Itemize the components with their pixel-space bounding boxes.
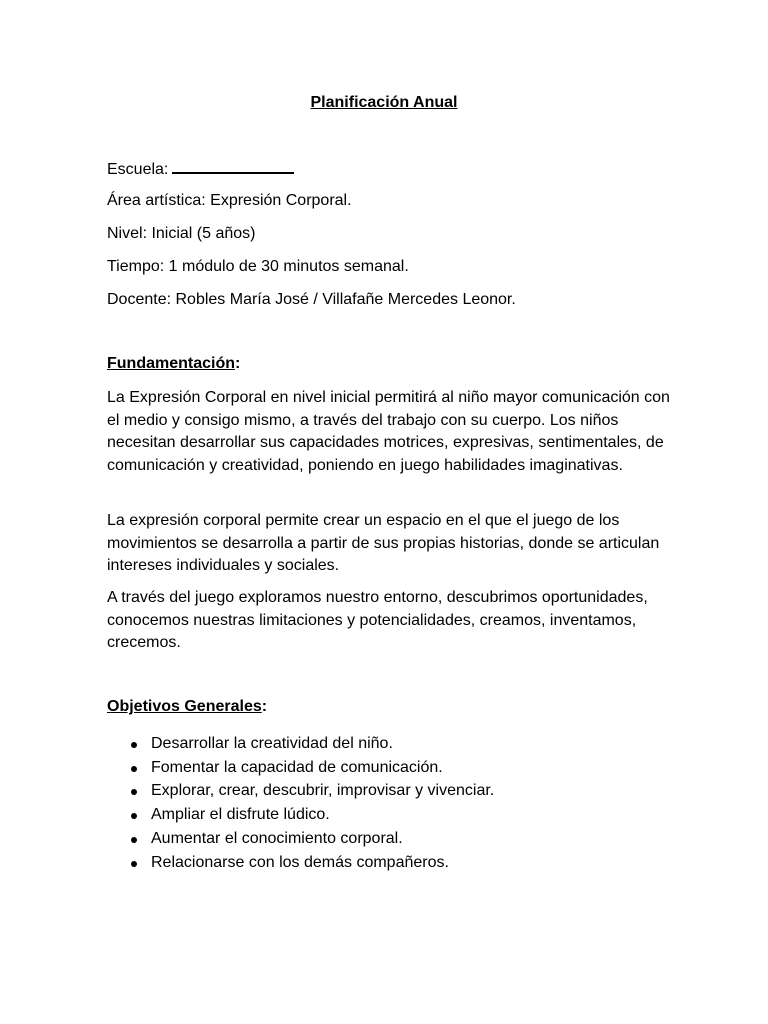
- list-item-text: Explorar, crear, descubrir, improvisar y vivenciar.: [151, 782, 495, 800]
- escuela-line: [107, 158, 294, 180]
- fundamentacion-heading: [107, 354, 240, 374]
- list-item: [107, 851, 494, 875]
- bullet-icon: [131, 766, 137, 772]
- list-item-text: Relacionarse con los demás compañeros.: [151, 853, 449, 871]
- bullet-icon: [131, 837, 137, 843]
- fundamentacion-paragraph-1: La Expresión Corporal en nivel inicial permitirá al niño mayor comunicación con el medio y consigo mismo, a través del trabajo con su cuerpo. Los niños necesitan desarrollar sus capacidades motrices, expresivas, sentimentales, de comunicación y creatividad, poniendo en juego habilidades imaginativas.: [107, 389, 670, 474]
- objetivos-heading-colon: :: [261, 698, 268, 715]
- bullet-icon: [131, 742, 137, 748]
- objetivos-list: [107, 732, 494, 874]
- list-item: [107, 732, 494, 756]
- list-item: [107, 803, 494, 827]
- escuela-blank: [172, 158, 294, 174]
- fundamentacion-heading-colon: :: [235, 355, 241, 372]
- list-item-text: Ampliar el disfrute lúdico.: [151, 806, 330, 824]
- bullet-icon: [131, 813, 137, 819]
- list-item: [107, 827, 494, 851]
- objetivos-heading-text: Objetivos Generales: [107, 698, 262, 715]
- area-line: Área artística: Expresión Corporal.: [107, 192, 352, 209]
- list-item: [107, 756, 494, 780]
- nivel-line: Nivel: Inicial (5 años): [107, 225, 256, 242]
- fundamentacion-heading-text: Fundamentación: [107, 355, 236, 372]
- list-item-text: Desarrollar la creatividad del niño.: [151, 735, 393, 752]
- list-item-text: Aumentar el conocimiento corporal.: [151, 829, 403, 847]
- bullet-icon: [131, 861, 137, 867]
- escuela-label: Escuela:: [107, 161, 169, 178]
- tiempo-line: Tiempo: 1 módulo de 30 minutos semanal.: [107, 258, 409, 275]
- fundamentacion-paragraph-2: La expresión corporal permite crear un espacio en el que el juego de los movimientos se desarrolla a partir de sus propias historias, donde se articulan intereses individuales y sociales.: [107, 512, 660, 574]
- bullet-icon: [131, 789, 137, 795]
- objetivos-heading: [107, 697, 267, 717]
- page-title: Planificación Anual: [310, 94, 458, 111]
- fundamentacion-paragraph-3: A través del juego exploramos nuestro entorno, descubrimos oportunidades, conocemos nuestras limitaciones y potencialidades, creamos, inventamos, crecemos.: [107, 589, 648, 651]
- docente-line: Docente: Robles María José / Villafañe Mercedes Leonor.: [107, 291, 516, 308]
- list-item-text: Fomentar la capacidad de comunicación.: [151, 758, 443, 776]
- list-item: [107, 779, 494, 803]
